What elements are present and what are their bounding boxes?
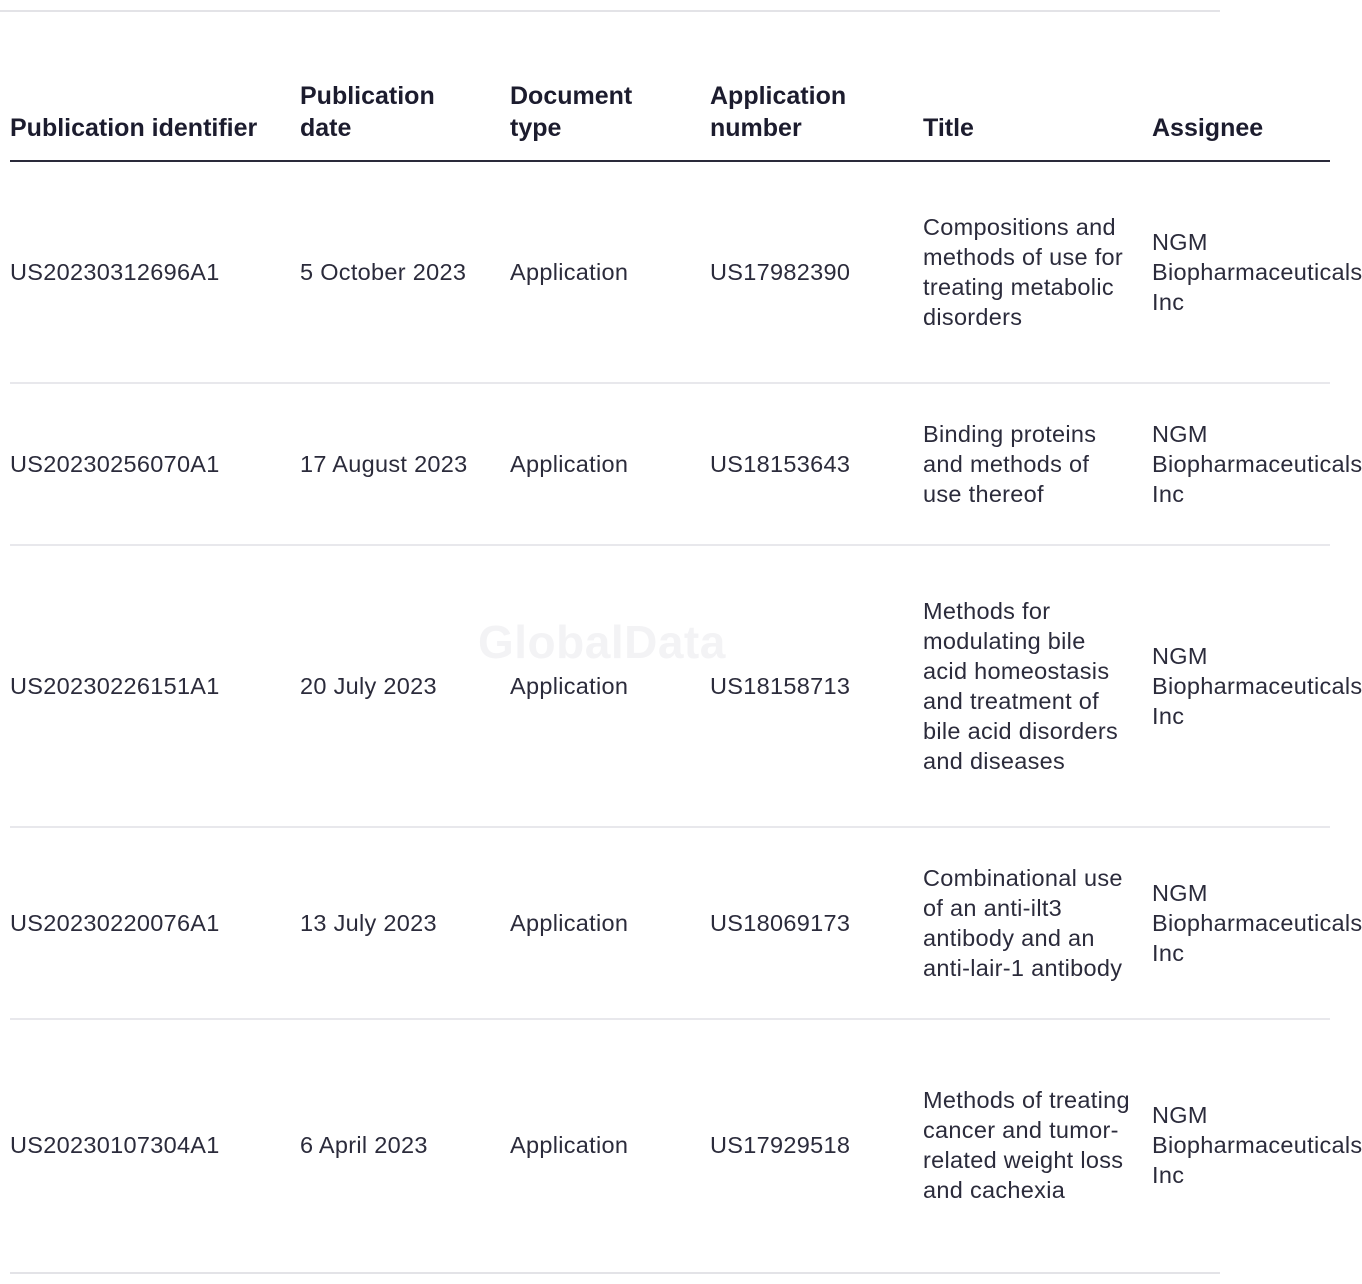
cell-assignee: NGM Biopharmaceuticals Inc — [1152, 545, 1330, 827]
table-row — [10, 827, 1330, 1019]
cell-assignee: NGM Biopharmaceuticals Inc — [1152, 1102, 1362, 1188]
header-document-type: Document type — [510, 80, 710, 161]
cell-document-type: Application — [510, 161, 710, 383]
cell-publication-date: 20 July 2023 — [300, 545, 510, 827]
cell-document-type: Application — [510, 383, 710, 545]
patents-table — [10, 80, 1362, 1270]
cell-assignee: NGM Biopharmaceuticals Inc — [1152, 161, 1330, 383]
cell-publication-identifier: US20230107304A1 — [10, 1132, 220, 1158]
table-row — [10, 161, 1330, 383]
cell-publication-identifier: US20230256070A1 — [10, 383, 300, 545]
cell-application-number: US18158713 — [710, 545, 923, 827]
cell-assignee: NGM Biopharmaceuticals Inc — [1152, 383, 1330, 545]
cell-publication-identifier: US20230312696A1 — [10, 161, 300, 383]
cell-application-number: US18153643 — [710, 383, 923, 545]
cell-document-type: Application — [510, 1132, 629, 1158]
header-publication-identifier: Publication identifier — [10, 80, 300, 161]
bottom-divider — [10, 1272, 1220, 1274]
patents-table-container[interactable] — [10, 80, 1362, 1270]
cell-title: Methods of treating cancer and tumor-related weight loss and cachexia — [923, 1087, 1130, 1203]
cell-title: Binding proteins and methods of use thereof — [923, 383, 1152, 545]
cell-title: Combinational use of an anti-ilt3 antibody and an anti-lair-1 antibody — [923, 827, 1152, 1019]
cell-application-number: US18069173 — [710, 827, 923, 1019]
cell-publication-date: 5 October 2023 — [300, 161, 510, 383]
watermark: GlobalData — [478, 616, 726, 668]
header-application-number: Application number — [710, 80, 923, 161]
table-row — [10, 545, 1330, 827]
cell-publication-identifier: US20230226151A1 — [10, 545, 300, 827]
header-assignee: Assignee — [1152, 80, 1330, 161]
table-header-row — [10, 80, 1330, 161]
header-title: Title — [923, 80, 1152, 161]
cell-title: Compositions and methods of use for treating metabolic disorders — [923, 161, 1152, 383]
cell-publication-date: 13 July 2023 — [300, 827, 510, 1019]
cell-publication-date: 17 August 2023 — [300, 383, 510, 545]
cell-publication-identifier: US20230220076A1 — [10, 827, 300, 1019]
top-divider — [0, 10, 1220, 12]
table-row — [10, 383, 1330, 545]
cell-document-type: Application — [510, 827, 710, 1019]
cell-application-number: US17982390 — [710, 161, 923, 383]
cell-title: Methods for modulating bile acid homeostasis and treatment of bile acid disorders and diseases — [923, 545, 1152, 827]
cell-document-type: Application — [510, 545, 710, 827]
cell-publication-date: 6 April 2023 — [300, 1132, 428, 1158]
cell-assignee: NGM Biopharmaceuticals Inc — [1152, 827, 1330, 1019]
table-row — [10, 1019, 1330, 1270]
cell-application-number: US17929518 — [710, 1132, 851, 1158]
header-publication-date: Publication date — [300, 80, 510, 161]
